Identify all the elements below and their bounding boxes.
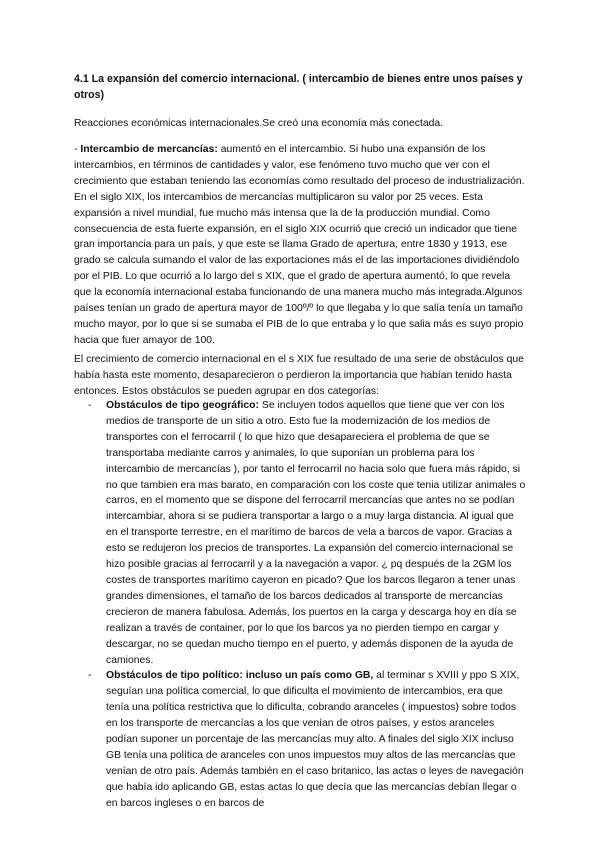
section-title: 4.1 La expansión del comercio internacional. ( intercambio de bienes entre unos países y otros) [74,73,523,101]
paragraph-prefix: - [74,144,81,155]
trade-paragraph [74,142,530,349]
paragraph-body: aumentó en el intercambio. Si hubo una expansión de los intercambios, en términos de cantidades y valor, ese fenómeno tuvo mucho que ver con el crecimiento que estaban teniendo las economías como resultado del proceso de industrialización. En el siglo XIX, los intercambios de mercancías multiplicaron su valor por 25 veces. Esta expansión a nivel mundial, fue mucho más intensa que la de la producción mundial. Como consecuencia de esta fuerte expansión, en el siglo XIX ocurrió que creció un indicador que tiene gran importancia para un país, y que este se llama Grado de apertura, entre 1830 y 1913, ese grado se calcula sumando el valor de las exportaciones más el de las importaciones dividiéndolo por el PIB. Lo que ocurrió a lo largo del s XIX, que el grado de apertura aumentó, lo que revela que la economía internacional estaba funcionando de una manera mucho más integrada.Algunos países tenían un grado de apertura mayor de 100º/º lo que llegaba y lo que salía tenía un tamaño mucho mayor, por lo que si se sumaba el PIB de lo que entraba y lo que salia más es suyo propio hacia que fuer amayor de 100. [74,144,525,346]
paragraph-heading: Intercambio de mercancías: [80,144,218,155]
list-item [88,668,528,811]
intro-paragraph: Reacciones económicas internacionales.Se creó una economía más conectada. [74,118,444,129]
list-item-text: Se incluyen todos aquellos que tiene que ver con los medios de transporte de un sitio a otro. Esto fue la modernización de los medios de transportes con el ferrocarril ( lo que hizo que desapareciera el problema de que se transportaba mediante carros y animales, lo que suponían un problema para los intercambio de mercancías ), por tanto el ferrocarril no hacia solo que fuera más rápido, si no que tambien era mas barato, en comparación con los coste que tenia utilizar animales o carros, en el momento que se dispone del ferrocarril mercancías que antes no se podían intercambiar, ahora si se pudiera transportar a largo o a muy larga distancia. Al igual que en el transporte terrestre, en el marítimo de barcos de vela a barcos de vapor. Gracias a esto se redujeron los precios de transportes. La expansión del comercio internacional se hizo posible gracias al ferrocarril y a la navegación a vapor. ¿ pq después de la 2GM los costes de transportes marítimo cayeron en picado? Que los barcos llegaron a tener unas grandes dimensiones, el tamaño de los barcos dedicados al transporte de mercancías crecieron de manera fabulosa. Además, los puertos en la carga y descarga hoy en día se realizan a través de container, por lo que los barcos ya no pierden tiempo en cargar y descargar, no se quedan mucho tiempo en el puerto, y además disponen de la ayuda de camiones. [106,400,526,666]
obstacles-paragraph: El crecimiento de comercio internacional en el s XIX fue resultado de una serie de obstáculos que había hasta este momento, desaparecieron o perdieron la importancia que habían tenido hasta entonces. Estos obstáculos se pueden agrupar en dos categorías: [74,354,524,397]
bullet-dash: - [88,400,92,411]
list-item-text: al terminar s XVIII y ppo S XIX, seguían una política comercial, lo que dificulta el movimiento de intercambios, era que tenía una política restrictiva que lo dificulta, cobrando aranceles ( impuestos) sobre todos en los transporte de mercancías a los que venían de otros países, y estos aranceles podían suponer un porcentaje de las mercancías muy alto. A finales del siglo XIX incluso GB tenía una política de aranceles con unos impuestos muy altos de las mercancías que venían de otro país. Además también en el caso britanico, las actas o leyes de navegación que había ido aplicando GB, estas actas lo que decía que las mercancías debían llegar o en barcos ingleses o en barcos de [106,670,524,809]
list-item-heading: Obstáculos de tipo geográfico: [106,400,259,411]
obstacles-list [88,398,528,812]
bullet-dash: - [88,670,92,682]
list-item-heading: Obstáculos de tipo político: incluso un país como GB, [106,670,374,682]
list-item [88,398,528,668]
